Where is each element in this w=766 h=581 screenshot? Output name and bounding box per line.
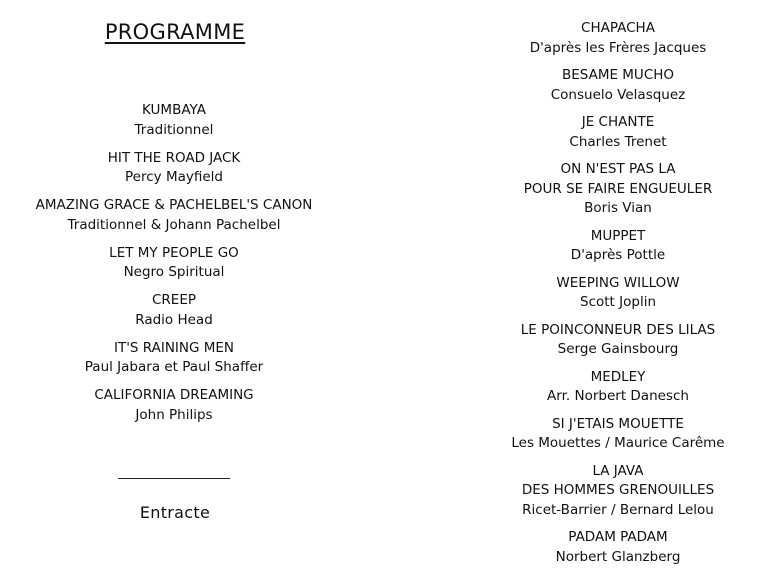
- piece-title: WEEPING WILLOW: [556, 274, 680, 291]
- piece-title: BESAME MUCHO: [561, 67, 675, 83]
- piece-credit: Traditionnel & Johann Pachelbel: [67, 216, 281, 233]
- piece-credit: Scott Joplin: [580, 294, 656, 310]
- program-item: [468, 462, 766, 521]
- piece-title: HIT THE ROAD JACK: [107, 149, 241, 166]
- piece-title: MUPPET: [590, 227, 646, 244]
- piece-credit: Consuelo Velasquez: [550, 86, 686, 103]
- second-half-list: [468, 19, 766, 575]
- first-half-list: [14, 101, 334, 434]
- piece-title: POUR SE FAIRE ENGUEULER: [523, 180, 713, 197]
- program-item: [14, 291, 334, 330]
- piece-credit: Paul Jabara et Paul Shaffer: [84, 359, 264, 375]
- program-item: [14, 386, 334, 425]
- program-item: [14, 196, 334, 235]
- intermission-label: Entracte: [139, 503, 211, 522]
- piece-credit: Traditionnel: [134, 121, 214, 138]
- piece-credit: Percy Mayfield: [125, 169, 223, 185]
- section-divider: [118, 478, 230, 479]
- piece-title: ON N'EST PAS LA: [560, 161, 676, 177]
- piece-credit: Charles Trenet: [569, 133, 667, 150]
- program-item: [14, 101, 334, 140]
- program-item: [468, 368, 766, 407]
- program-item: [468, 415, 766, 454]
- piece-title: SI J'ETAIS MOUETTE: [552, 415, 684, 432]
- piece-credit: Les Mouettes / Maurice Carême: [511, 435, 725, 451]
- piece-credit: Arr. Norbert Danesch: [547, 388, 689, 404]
- piece-title: AMAZING GRACE & PACHELBEL'S CANON: [35, 197, 313, 213]
- piece-title: DES HOMMES GRENOUILLES: [521, 482, 715, 498]
- program-item: [468, 274, 766, 313]
- piece-title: KUMBAYA: [142, 102, 206, 118]
- program-item: [14, 244, 334, 283]
- piece-title: PADAM PADAM: [568, 529, 668, 545]
- program-item: [468, 227, 766, 266]
- program-item: [468, 160, 766, 219]
- piece-title: LE POINCONNEUR DES LILAS: [520, 321, 716, 338]
- program-item: [468, 66, 766, 105]
- piece-title: IT'S RAINING MEN: [113, 339, 235, 356]
- program-item: [468, 528, 766, 567]
- piece-title: CALIFORNIA DREAMING: [94, 387, 254, 403]
- piece-title: LET MY PEOPLE GO: [109, 244, 239, 261]
- piece-credit: D'après les Frères Jacques: [529, 39, 707, 56]
- piece-title: CHAPACHA: [581, 20, 655, 36]
- piece-title: LA JAVA: [592, 462, 644, 479]
- piece-credit: Serge Gainsbourg: [557, 341, 679, 357]
- piece-credit: John Philips: [135, 406, 213, 423]
- piece-credit: D'après Pottle: [570, 247, 666, 263]
- piece-credit: Ricet-Barrier / Bernard Lelou: [522, 501, 714, 518]
- piece-title: CREEP: [151, 292, 196, 308]
- piece-title: MEDLEY: [590, 368, 646, 385]
- program-item: [14, 149, 334, 188]
- program-item: [14, 339, 334, 378]
- piece-credit: Boris Vian: [584, 200, 652, 216]
- piece-credit: Radio Head: [135, 311, 213, 328]
- program-item: [468, 321, 766, 360]
- program-item: [468, 19, 766, 58]
- program-item: [468, 113, 766, 152]
- program-title: PROGRAMME: [104, 20, 246, 44]
- piece-title: JE CHANTE: [581, 114, 655, 130]
- piece-credit: Norbert Glanzberg: [555, 548, 681, 565]
- piece-credit: Negro Spiritual: [123, 264, 225, 280]
